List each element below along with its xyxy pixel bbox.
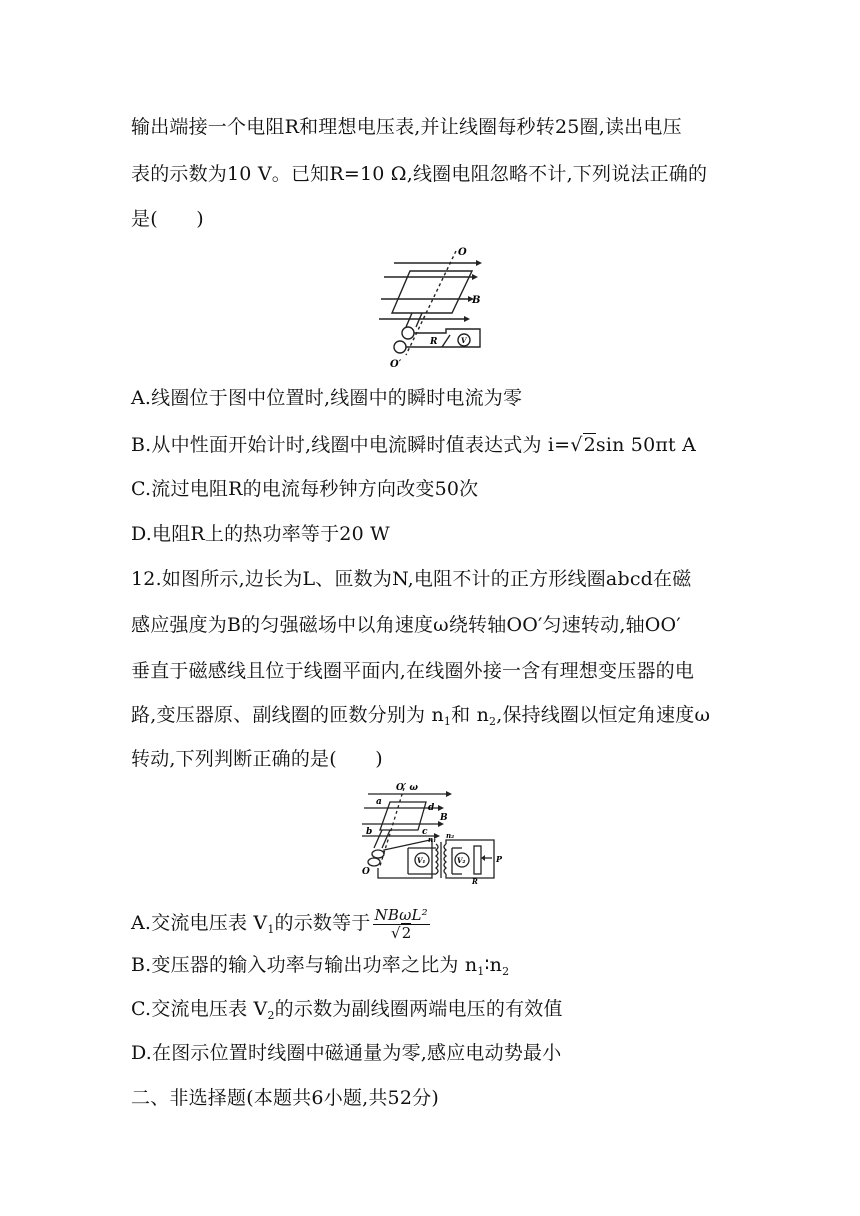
q12-line-5: 转动,下列判断正确的是( ) bbox=[131, 748, 383, 770]
q12-option-a-mid: 的示数等于 bbox=[274, 912, 371, 934]
intro-line-2: 表的示数为10 V。已知R=10 Ω,线圈电阻忽略不计,下列说法正确的 bbox=[131, 163, 708, 185]
q12-option-a-sub: 1 bbox=[267, 923, 275, 936]
fraction-denominator: √2 bbox=[390, 923, 412, 942]
fig2-label-p: P bbox=[496, 854, 503, 864]
q12-line-4-mid: 和 n bbox=[451, 704, 490, 726]
q11-option-b bbox=[131, 433, 696, 457]
q12-option-d: D.在图示位置时线圈中磁通量为零,感应电动势最小 bbox=[131, 1042, 562, 1064]
q11-option-b-suffix: sin 50πt A bbox=[595, 434, 697, 456]
fig2-label-n1: n₁ bbox=[428, 835, 437, 844]
q12-option-b bbox=[131, 953, 509, 980]
fraction-numerator: NBωL² bbox=[374, 905, 428, 924]
q11-option-a: A.线圈位于图中位置时,线圈中的瞬时电流为零 bbox=[131, 387, 523, 409]
q12-option-c bbox=[131, 997, 563, 1024]
intro-line-3: 是( ) bbox=[131, 208, 204, 230]
q12-option-c-prefix: C.交流电压表 V bbox=[131, 998, 268, 1020]
q12-option-b-sub2: 2 bbox=[502, 965, 510, 978]
q12-option-c-sub: 2 bbox=[267, 1009, 275, 1022]
q12-option-a bbox=[131, 903, 430, 946]
fig2-label-r: R bbox=[472, 877, 478, 886]
fig1-label-o: O bbox=[458, 247, 467, 258]
fig2-label-v2: V₂ bbox=[457, 856, 466, 865]
fig2-label-d: d bbox=[428, 803, 435, 813]
q12-line-3: 垂直于磁感线且位于线圈平面内,在线圈外接一含有理想变压器的电 bbox=[131, 660, 695, 682]
sqrt-symbol: √2 bbox=[570, 434, 596, 456]
intro-line-1: 输出端接一个电阻R和理想电压表,并让线圈每秒转25圈,读出电压 bbox=[131, 116, 682, 138]
fig2-label-c: c bbox=[422, 827, 428, 837]
q12-line-1: 12.如图所示,边长为L、匝数为N,电阻不计的正方形线圈abcd在磁 bbox=[131, 568, 692, 590]
fraction-expression bbox=[373, 907, 430, 942]
q12-option-b-colon: ∶n bbox=[484, 954, 503, 976]
sqrt-radicand: 2 bbox=[583, 434, 596, 456]
fig2-label-o-prime-omega: O′ ω bbox=[396, 783, 418, 793]
q12-sub-1: 1 bbox=[443, 715, 452, 728]
q11-option-b-prefix: B.从中性面开始计时,线圈中电流瞬时值表达式为 i= bbox=[131, 434, 571, 456]
q11-option-c: C.流过电阻R的电流每秒钟方向改变50次 bbox=[131, 478, 479, 500]
fig2-label-n2: n₂ bbox=[446, 831, 455, 840]
q12-option-a-prefix: A.交流电压表 V bbox=[131, 912, 268, 934]
fig1-label-o-prime: O′ bbox=[390, 359, 402, 370]
q12-option-b-prefix: B.变压器的输入功率与输出功率之比为 n bbox=[131, 954, 478, 976]
q12-line-4 bbox=[131, 703, 710, 730]
fig2-label-b-field: B bbox=[440, 813, 448, 823]
fig1-label-b: B bbox=[472, 295, 481, 306]
coil-transformer-figure bbox=[360, 782, 510, 892]
section-2-heading: 二、非选择题(本题共6小题,共52分) bbox=[131, 1087, 439, 1109]
fig1-label-v: V bbox=[461, 336, 467, 345]
q12-option-b-sub1: 1 bbox=[477, 965, 485, 978]
q11-option-d: D.电阻R上的热功率等于20 W bbox=[131, 523, 390, 545]
coil-figure-1 bbox=[376, 243, 496, 373]
fig1-label-r: R bbox=[430, 337, 438, 347]
q12-option-c-suffix: 的示数为副线圈两端电压的有效值 bbox=[274, 998, 563, 1020]
q12-line-4-suffix: ,保持线圈以恒定角速度ω bbox=[496, 704, 711, 726]
q12-line-2: 感应强度为B的匀强磁场中以角速度ω绕转轴OO′匀速转动,轴OO′ bbox=[131, 614, 681, 636]
fig2-label-o: O bbox=[362, 867, 370, 877]
fig2-label-v1: V₁ bbox=[417, 856, 426, 865]
denominator-radicand: 2 bbox=[401, 923, 412, 942]
fig2-label-b: b bbox=[366, 827, 373, 837]
q12-sub-2: 2 bbox=[489, 715, 497, 728]
fig2-label-a: a bbox=[376, 797, 382, 807]
q12-line-4-prefix: 路,变压器原、副线圈的匝数分别为 n bbox=[131, 704, 444, 726]
